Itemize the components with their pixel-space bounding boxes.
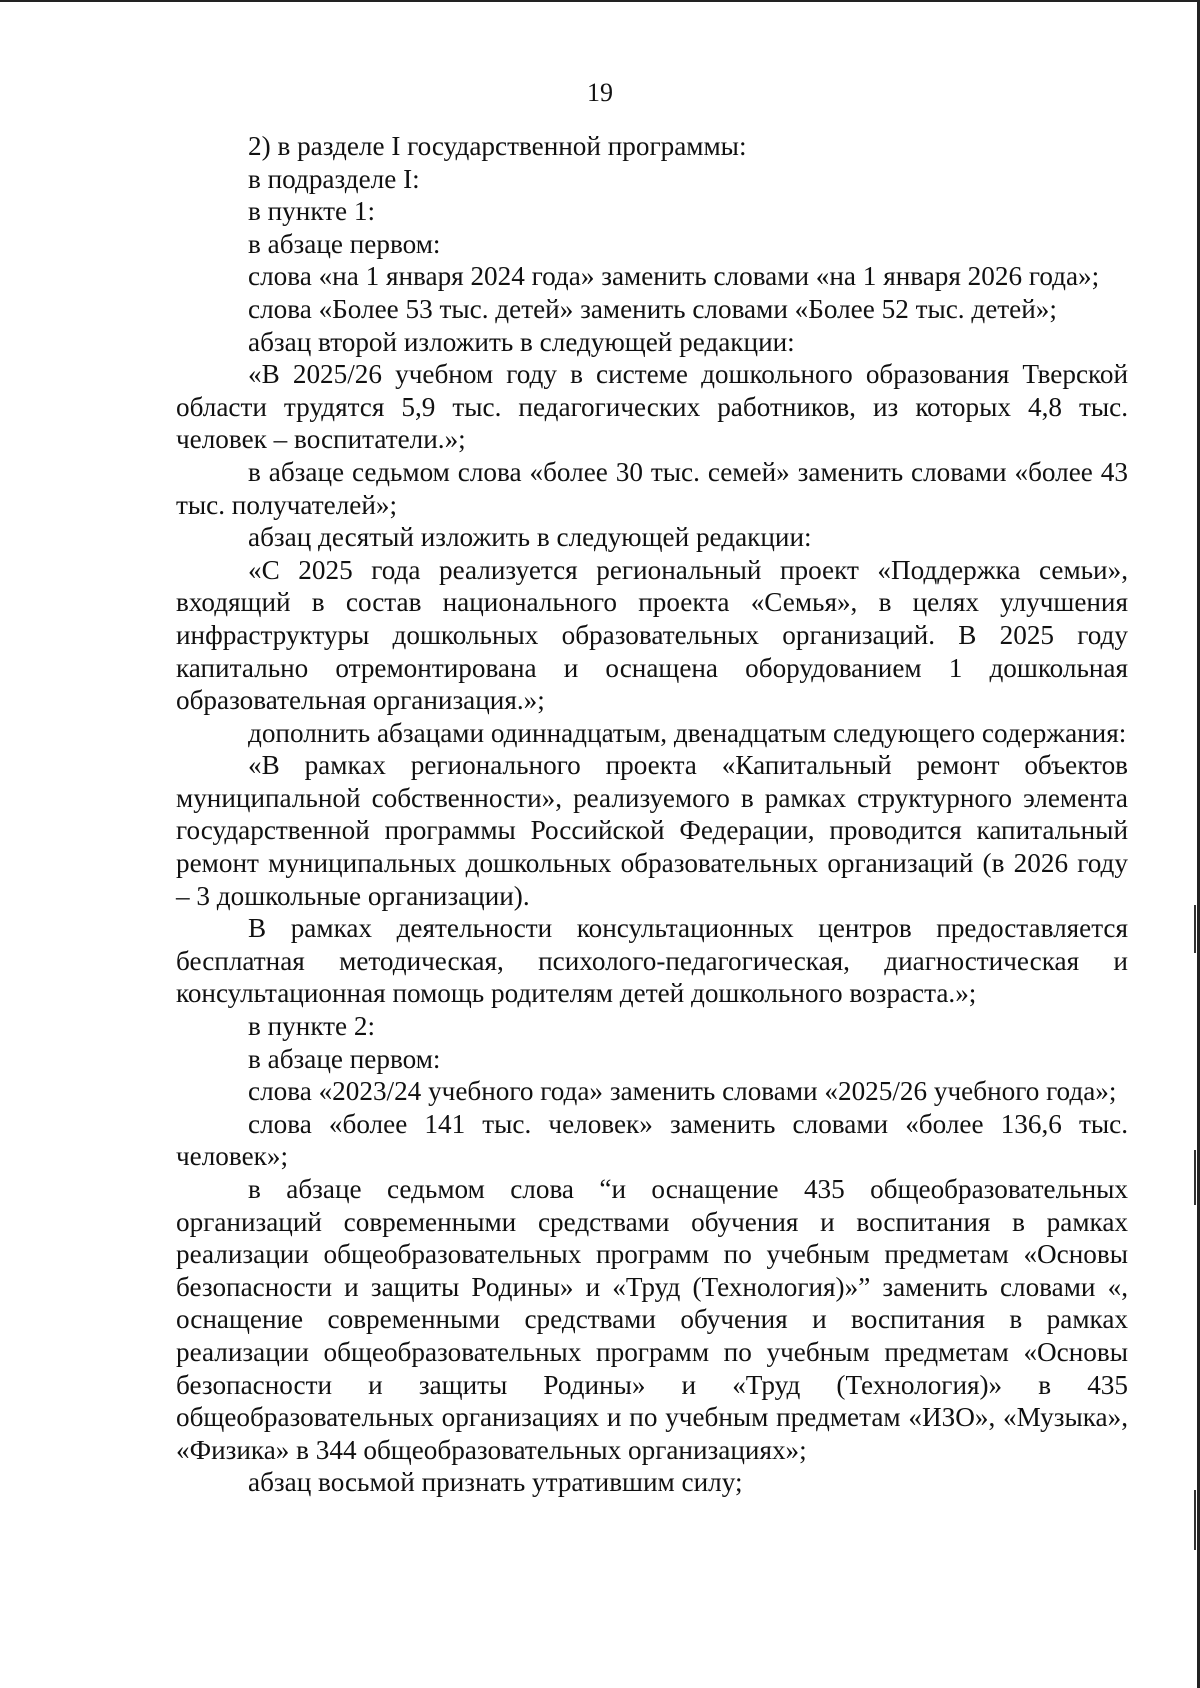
paragraph-quote-capital-repair: «В рамках регионального проекта «Капитальный ремонт объектов муниципальной собственности», реализуемого в рамках структурного элемента государственной программы Российской Федерации, проводится капитальный ремонт муниципальных дошкольных образовательных организаций (в 2026 году – 3 дошкольные организации). xyxy=(176,750,1128,911)
document-body xyxy=(176,130,1128,1499)
paragraph-quote-family-project: «С 2025 года реализуется региональный проект «Поддержка семьи», входящий в состав национального проекта «Семья», в целях улучшения инфраструктуры дошкольных образовательных организаций. В 2025 году капитально отремонтирована и оснащена оборудованием 1 дошкольная образовательная организация.»; xyxy=(176,554,1128,716)
paragraph-quote-teachers: «В 2025/26 учебном году в системе дошкольного образования Тверской области трудятся 5,9 тыс. педагогических работников, из которых 4,8 тыс. человек – воспитатели.»; xyxy=(176,359,1128,455)
paragraph-first-abzac-2: в абзаце первом: xyxy=(248,1043,441,1074)
paragraph-replace-dates: слова «на 1 января 2024 года» заменить словами «на 1 января 2026 года»; xyxy=(248,261,1100,292)
paragraph-consulting-centers: В рамках деятельности консультационных центров предоставляется бесплатная методическая, психолого-педагогическая, диагностическая и консультационная помощь родителям детей дошкольного возраста.»; xyxy=(176,913,1128,1009)
paragraph-item-2: в пункте 2: xyxy=(248,1011,376,1042)
scan-artifact-mark xyxy=(1194,1490,1196,1550)
paragraph-add-abzacs: дополнить абзацами одиннадцатым, двенадцатым следующего содержания: xyxy=(248,717,1127,748)
paragraph-replace-school-year: слова «2023/24 учебного года» заменить словами «2025/26 учебного года»; xyxy=(248,1076,1117,1107)
paragraph-seventh-abzac-equipment: в абзаце седьмом слова “и оснащение 435 общеобразовательных организаций современными средствами обучения и воспитания в рамках реализации общеобразовательных программ по учебным предметам «Основы безопасности и защиты Родины» и «Труд (Технология)»” заменить словами «, оснащение современными средствами обучения и воспитания в рамках реализации общеобразовательных программ по учебным предметам «Основы безопасности и защиты Родины» и «Труд (Технология)» в 435 общеобразовательных организациях и по учебным предметам «ИЗО», «Музыка», «Физика» в 344 общеобразовательных организациях»; xyxy=(176,1174,1128,1465)
paragraph-seventh-abzac: в абзаце седьмом слова «более 30 тыс. семей» заменить словами «более 43 тыс. получателей»; xyxy=(176,456,1128,520)
paragraph-eighth-abzac: абзац восьмой признать утратившим силу; xyxy=(248,1467,743,1498)
paragraph-section-heading: 2) в разделе I государственной программы: xyxy=(248,131,747,161)
scan-border-top xyxy=(0,0,1200,2)
scan-artifact-mark xyxy=(1194,1150,1196,1205)
paragraph-subsection: в подразделе I: xyxy=(248,163,420,194)
paragraph-replace-children: слова «Более 53 тыс. детей» заменить словами «Более 52 тыс. детей»; xyxy=(248,293,1057,324)
paragraph-replace-people: слова «более 141 тыс. человек» заменить словами «более 136,6 тыс. человек»; xyxy=(176,1108,1128,1172)
paragraph-first-abzac: в абзаце первом: xyxy=(248,228,441,259)
paragraph-second-abzac: абзац второй изложить в следующей редакции: xyxy=(248,326,795,357)
paragraph-item-1: в пункте 1: xyxy=(248,196,376,227)
scan-artifact-mark xyxy=(1194,905,1196,953)
paragraph-tenth-abzac: абзац десятый изложить в следующей редакции: xyxy=(248,522,812,553)
page-number: 19 xyxy=(587,78,613,107)
